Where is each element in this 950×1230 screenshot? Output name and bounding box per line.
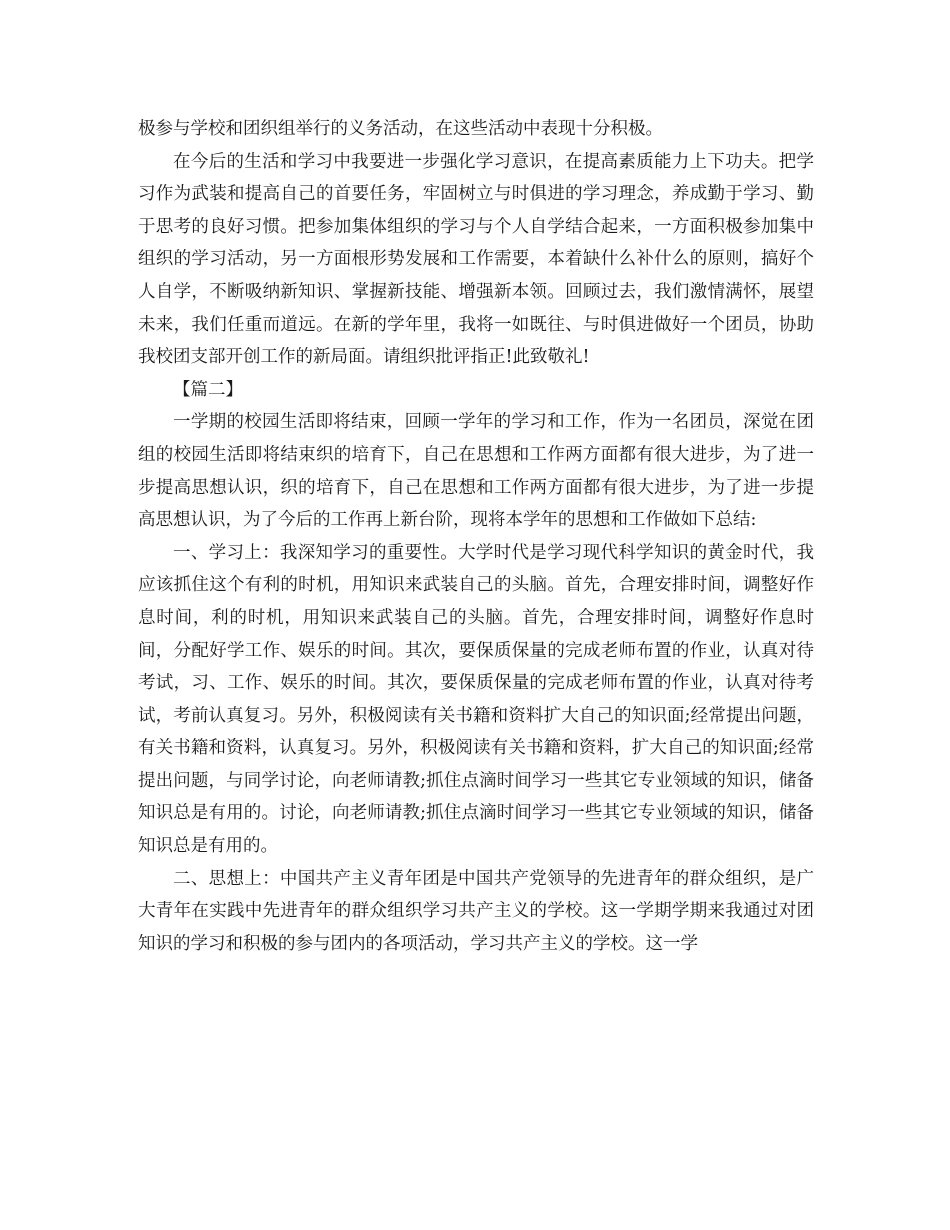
paragraph-semester-intro: 一学期的校园生活即将结束，回顾一学年的学习和工作，作为一名团员，深觉在团组的校园生活即将结束织的培育下，自己在思想和工作两方面都有很大进步，为了进一步提高思想认识，织的培育下，自己在思想和工作两方面都有很大进步，为了进一步提高思想认识，为了今后的工作再上新台阶，现将本学年的思想和工作做如下总结: [138, 412, 814, 531]
paragraph-continuation: 极参与学校和团织组举行的义务活动，在这些活动中表现十分积极。 [138, 119, 663, 139]
section-heading-part-two: 【篇二】 [173, 379, 243, 400]
paragraph-future-study: 在今后的生活和学习中我要进一步强化学习意识，在提高素质能力上下功夫。把学习作为武装和提高自己的首要任务，牢固树立与时俱进的学习理念，养成勤于学习、勤于思考的良好习惯。把参加集体组织的学习与个人自学结合起来，一方面积极参加集中组织的学习活动，另一方面根形势发展和工作需要，本着缺什么补什么的原则，搞好个人自学，不断吸纳新知识、掌握新技能、增强新本领。回顾过去，我们激情满怀，展望未来，我们任重而道远。在新的学年里，我将一如既往、与时俱进做好一个团员，协助我校团支部开创工作的新局面。请组织批评指正!此致敬礼! [138, 151, 814, 368]
document-page [138, 113, 814, 960]
paragraph-study: 一、学习上：我深知学习的重要性。大学时代是学习现代科学知识的黄金时代，我应该抓住这个有利的时机，用知识来武装自己的头脑。首先，合理安排时间，调整好作息时间，利的时机，用知识来武装自己的头脑。首先，合理安排时间，调整好作息时间，分配好学工作、娱乐的时间。其次，要保质保量的完成老师布置的作业，认真对待考试，习、工作、娱乐的时间。其次，要保质保量的完成老师布置的作业，认真对待考试，考前认真复习。另外，积极阅读有关书籍和资料扩大自己的知识面;经常提出问题，有关书籍和资料，认真复习。另外，积极阅读有关书籍和资料，扩大自己的知识面;经常提出问题，与同学讨论，向老师请教;抓住点滴时间学习一些其它专业领域的知识，储备知识总是有用的。讨论，向老师请教;抓住点滴时间学习一些其它专业领域的知识，储备知识总是有用的。 [138, 542, 814, 857]
paragraph-thought: 二、思想上：中国共产主义青年团是中国共产党领导的先进青年的群众组织，是广大青年在实践中先进青年的群众组织学习共产主义的学校。这一学期学期来我通过对团知识的学习和积极的参与团内的各项活动，学习共产主义的学校。这一学 [138, 868, 814, 954]
